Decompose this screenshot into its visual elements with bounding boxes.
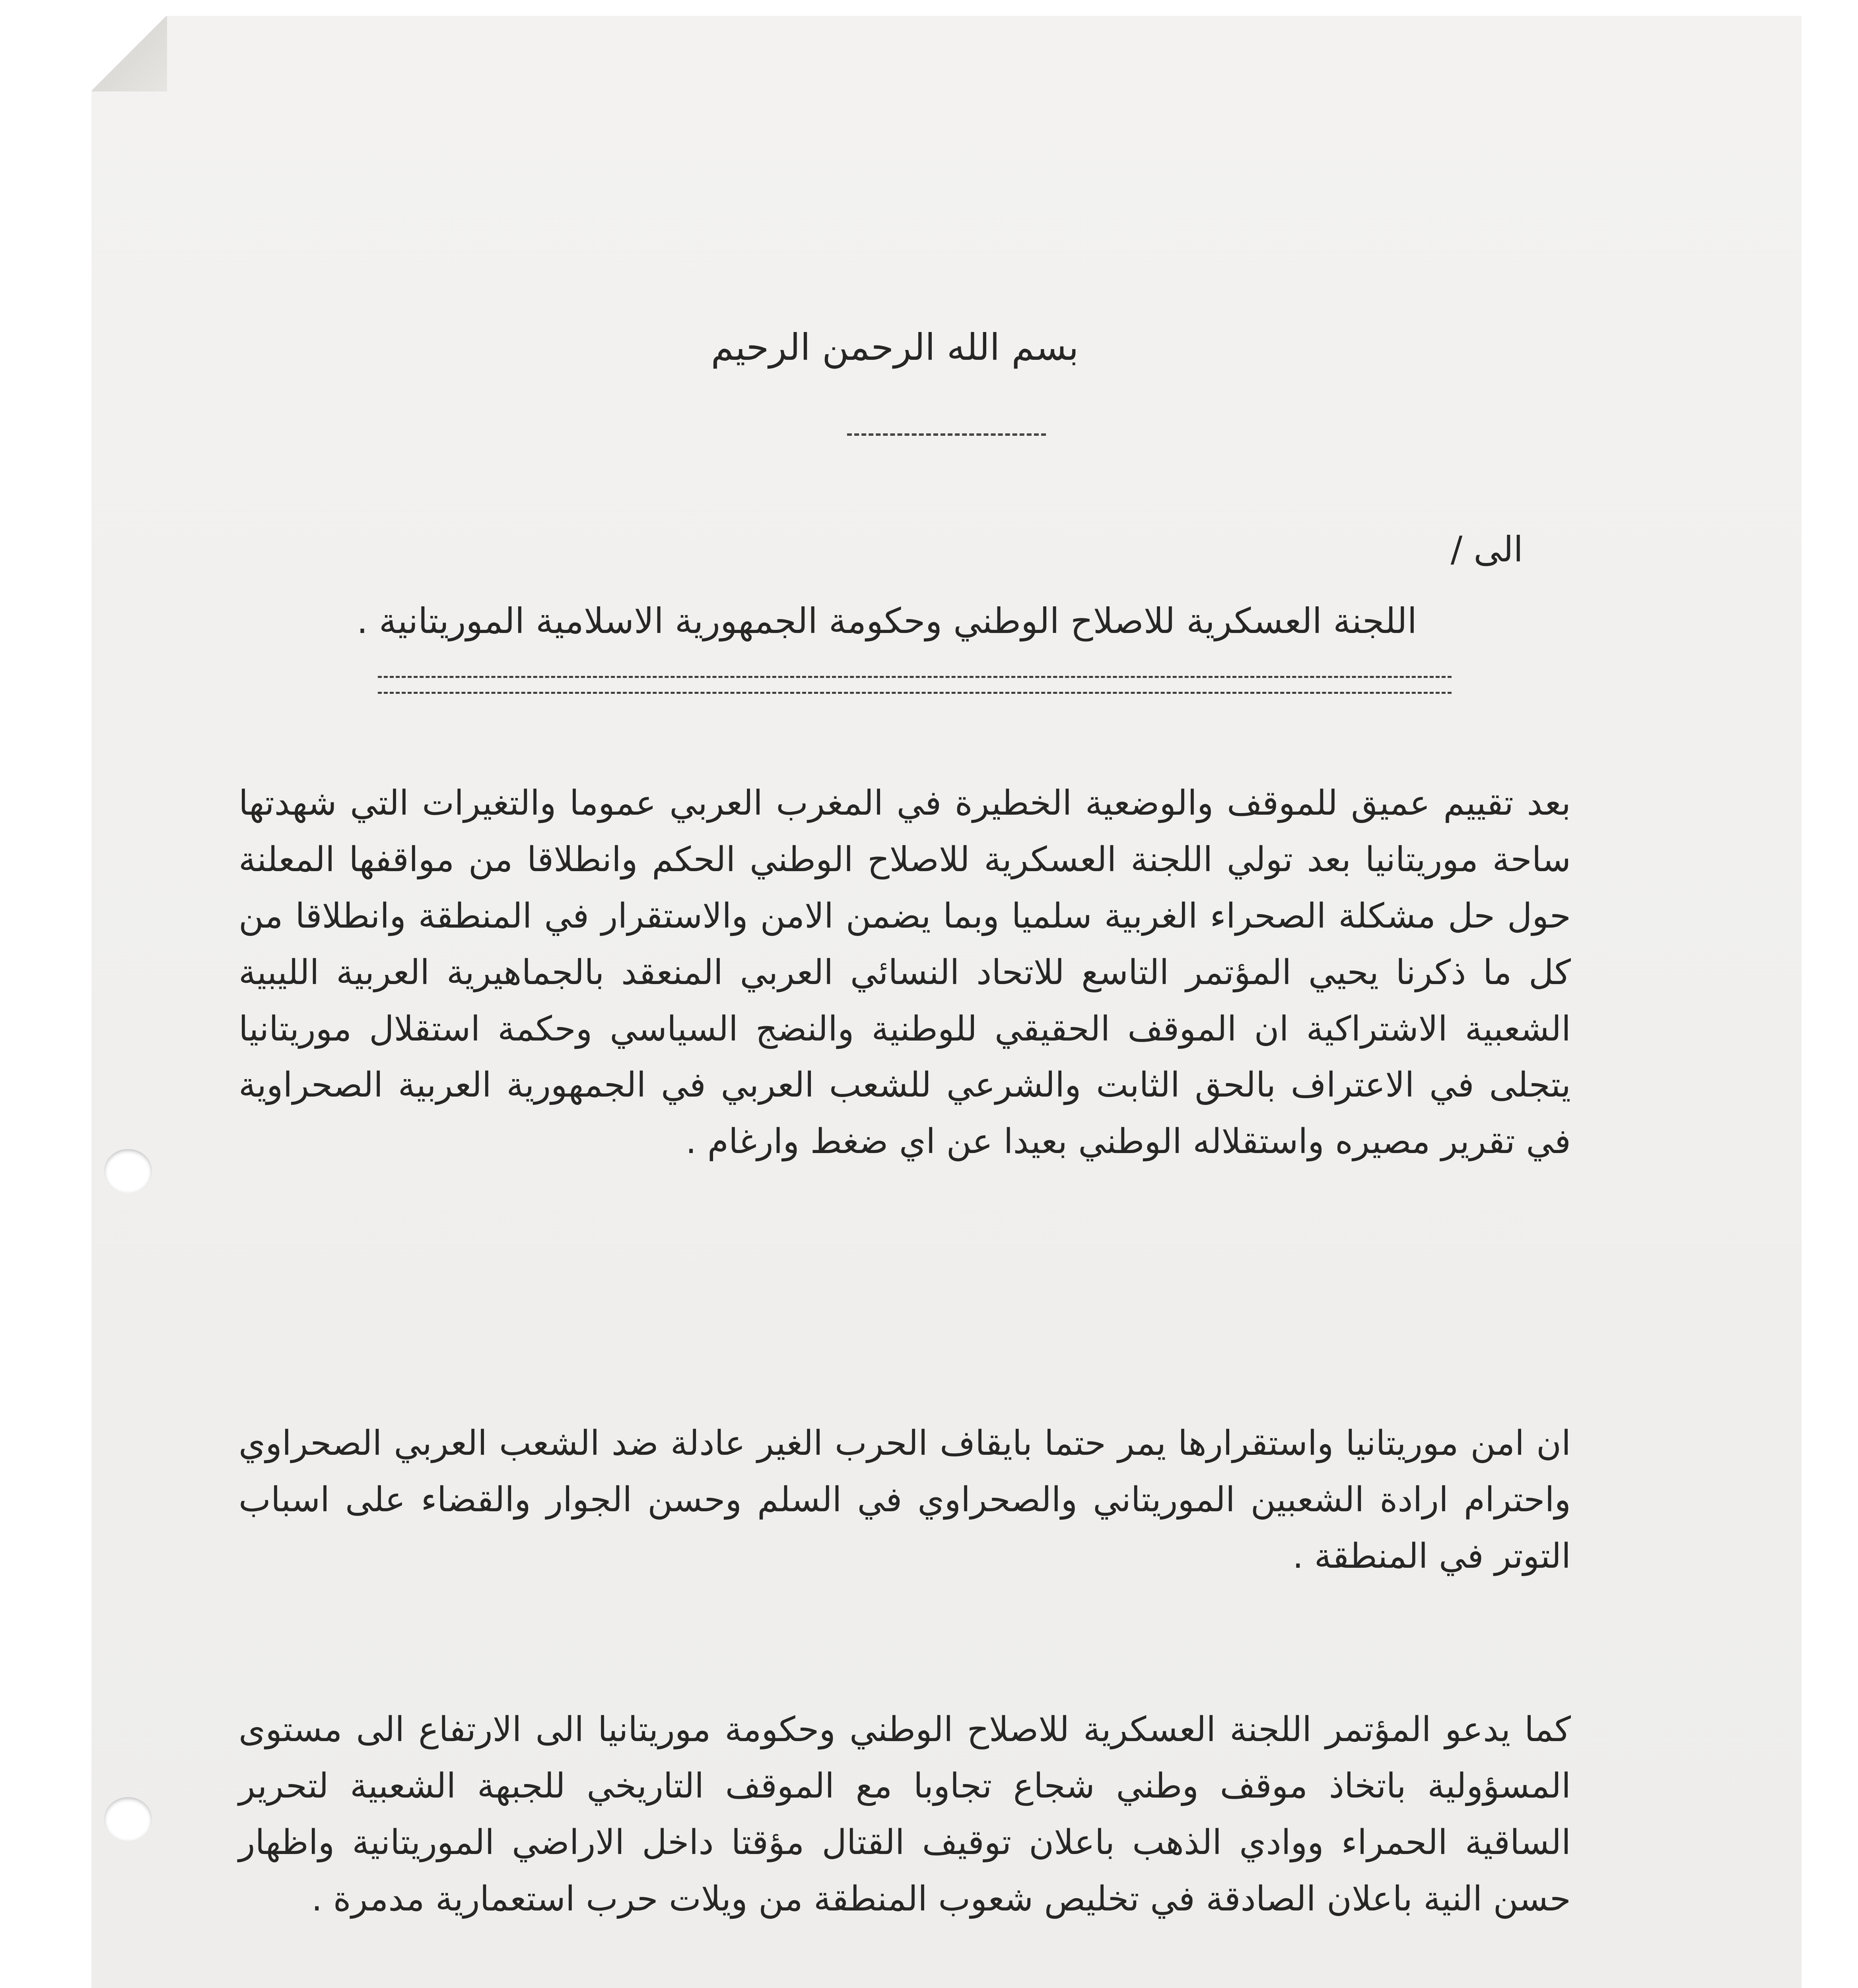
basmala-underline [847,433,1046,436]
body-paragraph-1: بعد تقييم عميق للموقف والوضعية الخطيرة في المغرب العربي عموما والتغيرات التي شهدتها ساحة موريتانيا بعد تولي اللجنة العسكرية للاصلاح الوطني الحكم وانطلاقا من مواقفها المعلنة حول حل مشكلة الصحراء الغربية سلميا وبما يضمن الامن والاستقرار في المنطقة وانطلاقا من كل ما ذكرنا يحيي المؤتمر التاسع للاتحاد النسائي العربي المنعقد بالجماهيرية العربية الليبية الشعبية الاشتراكية ان الموقف الحقيقي للوطنية والنضج السياسي وحكمة استقلال موريتانيا يتجلى في الاعتراف بالحق الثابت والشرعي للشعب العربي في الجمهورية العربية الصحراوية في تقرير مصيره واستقلاله الوطني بعيدا عن اي ضغط وارغام . [239,783,1571,1162]
body-paragraph-2: ان امن موريتانيا واستقرارها يمر حتما بايقاف الحرب الغير عادلة ضد الشعب العربي الصحراوي واحترام ارادة الشعبين الموريتاني والصحراوي في السلم وحسن الجوار والقضاء على اسباب التوتر في المنطقة . [239,1423,1571,1576]
addressee-line: اللجنة العسكرية للاصلاح الوطني وحكومة الجمهورية الاسلامية الموريتانية . [356,600,1417,641]
addressee-prefix: الى / [1450,529,1523,570]
basmala-heading: بسم الله الرحمن الرحيم [711,326,1079,369]
folded-corner-top [91,16,167,91]
body-paragraph-3: كما يدعو المؤتمر اللجنة العسكرية للاصلاح الوطني وحكومة موريتانيا الى الارتفاع الى مستوى المسؤولية باتخاذ موقف وطني شجاع تجاوبا مع الموقف التاريخي للجبهة الشعبية لتحرير الساقية الحمراء ووادي الذهب باعلان توقيف القتال مؤقتا داخل الاراضي الموريتانية واظهار حسن النية باعلان الصادقة في تخليص شعوب المنطقة من ويلات حرب استعمارية مدمرة . [239,1710,1571,1919]
addressee-underline-bottom [378,692,1452,694]
addressee-underline-top [378,676,1452,678]
punch-hole-top [104,1149,152,1193]
punch-hole-bottom [104,1797,152,1841]
